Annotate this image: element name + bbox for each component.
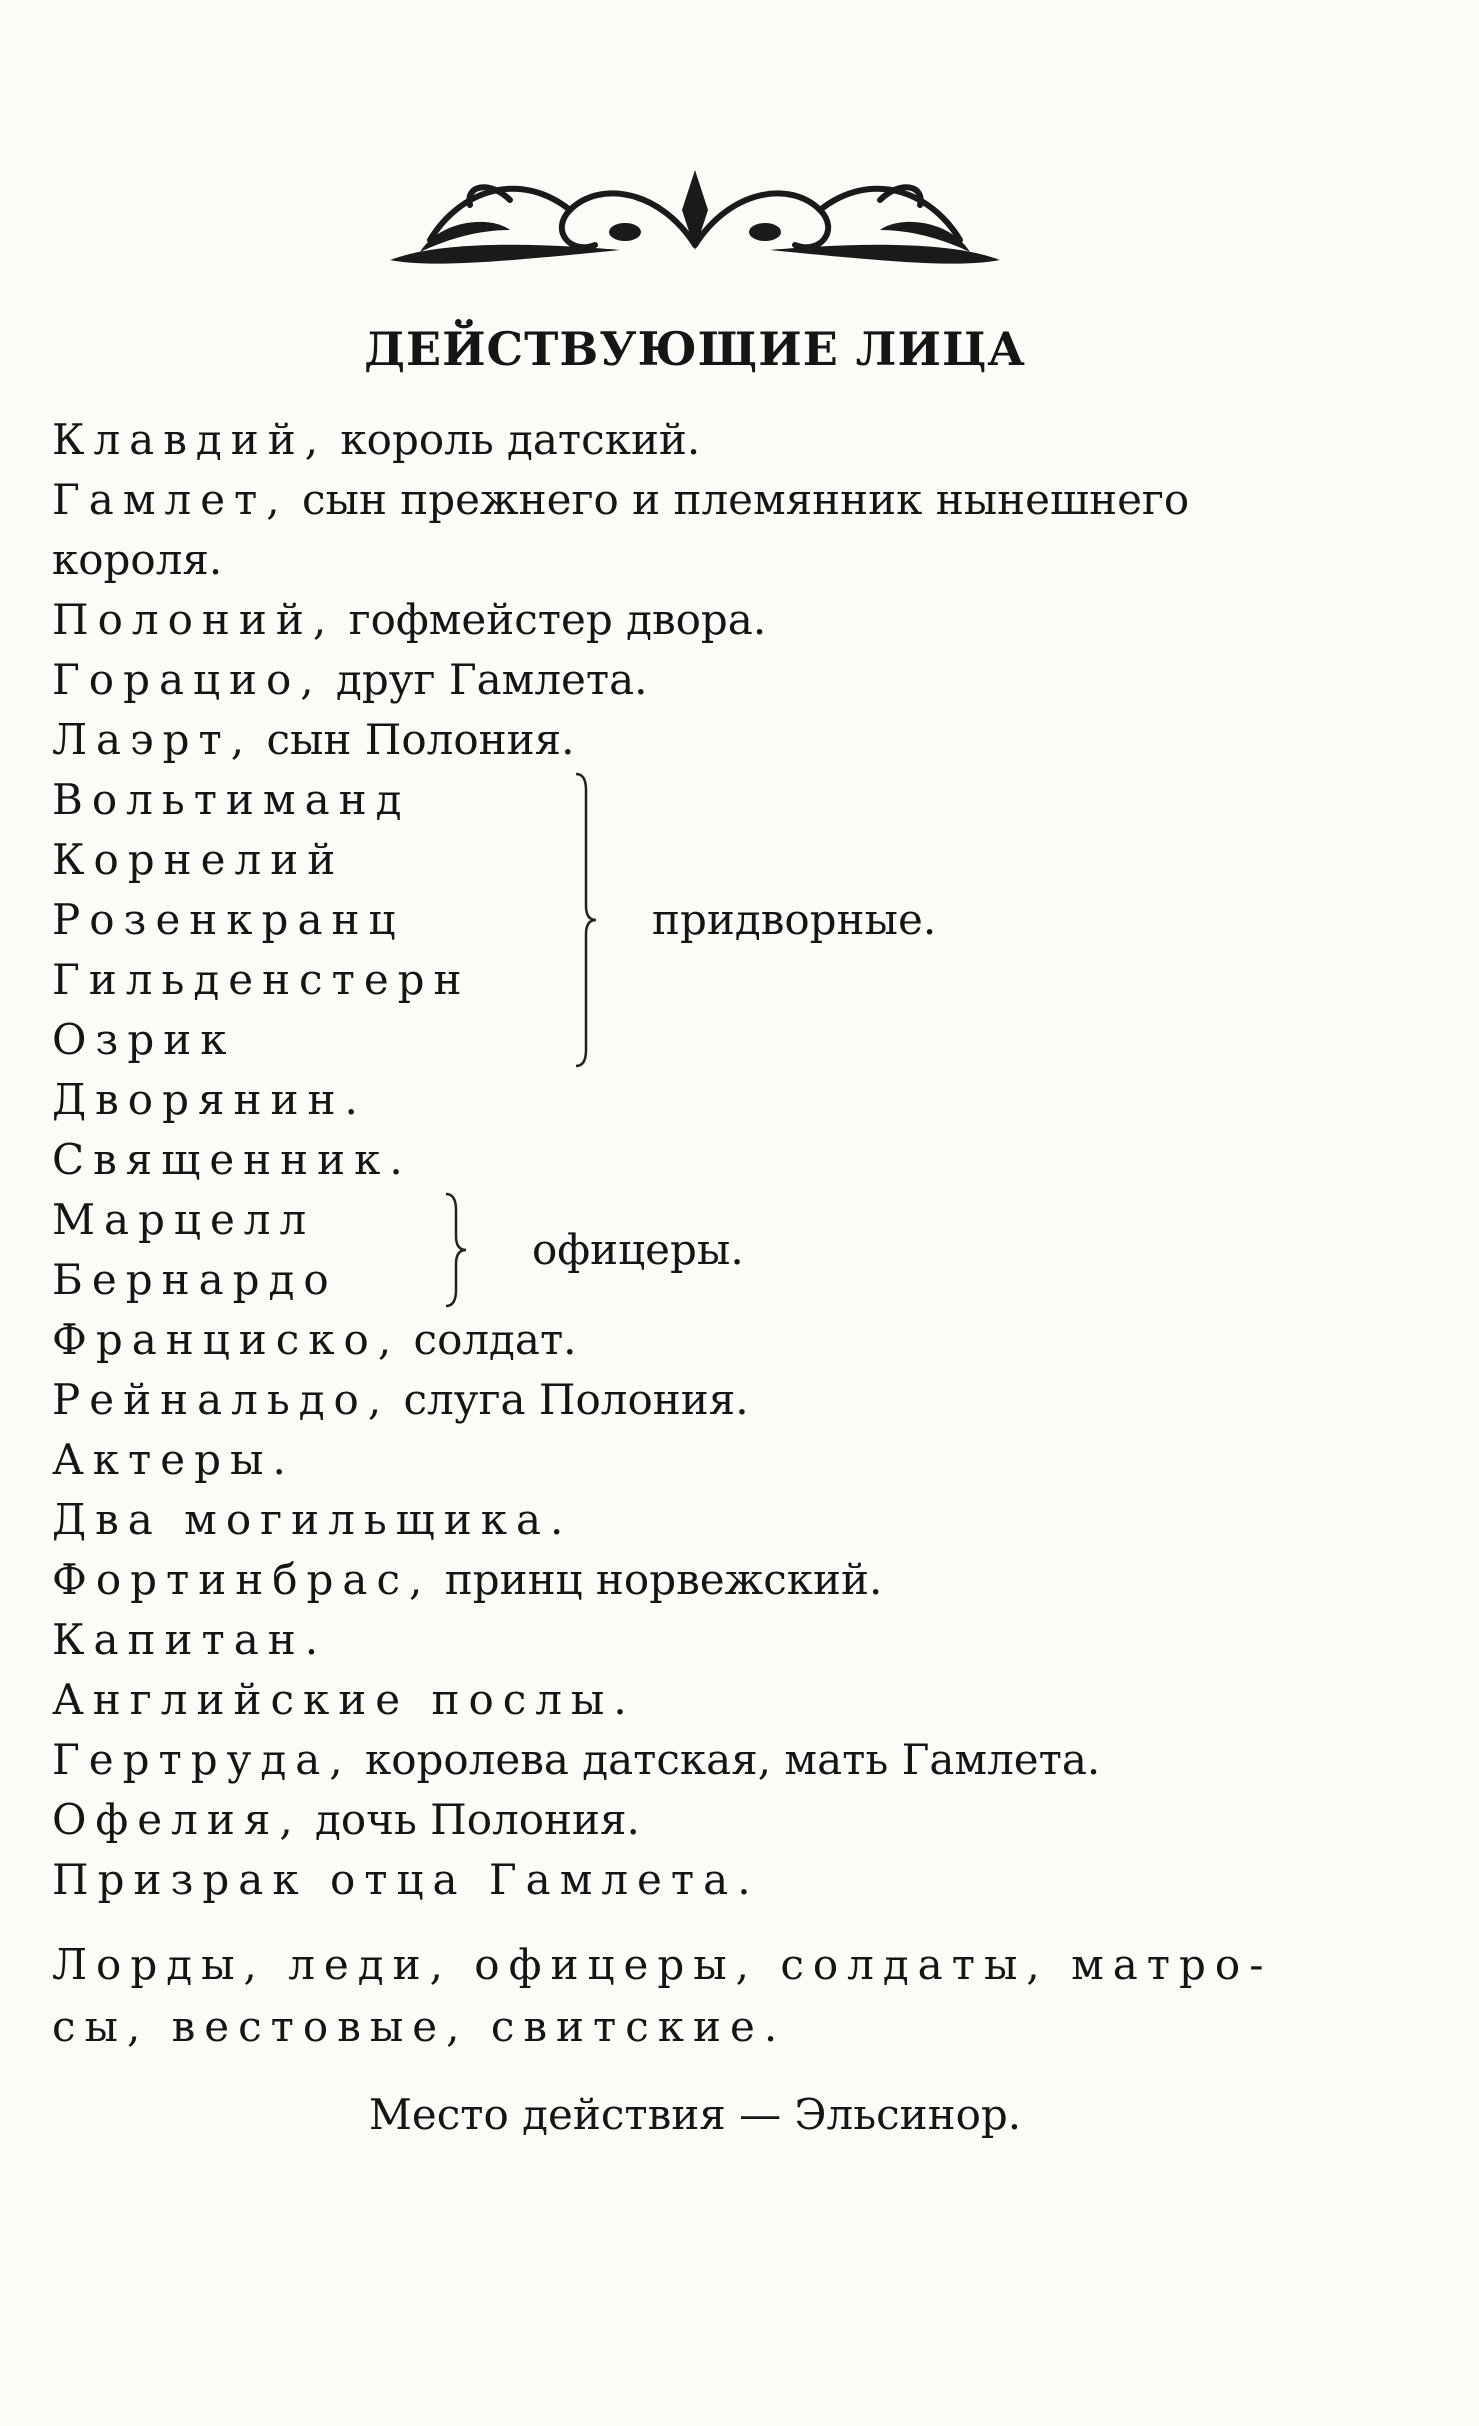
character-name: Лаэрт, bbox=[52, 715, 254, 764]
character-line bbox=[52, 1130, 1382, 1190]
right-brace-icon bbox=[442, 1190, 472, 1310]
character-name: Полоний, bbox=[52, 595, 336, 644]
character-line bbox=[52, 1790, 1382, 1850]
character-name: Актеры. bbox=[52, 1435, 295, 1484]
character-name: Вольтиманд bbox=[52, 775, 411, 824]
character-name: Фортинбрас, bbox=[52, 1555, 432, 1604]
character-line bbox=[52, 1670, 1382, 1730]
character-description: принц норвежский. bbox=[431, 1555, 883, 1604]
character-name: Капитан. bbox=[52, 1615, 328, 1664]
character-description: королева датская, мать Гамлета. bbox=[351, 1735, 1101, 1784]
character-description: сын прежнего и племянник нынешнего bbox=[288, 475, 1190, 524]
character-name: Горацио, bbox=[52, 655, 323, 704]
extras-line: Лорды, леди, офицеры, солдаты, матро- bbox=[52, 1940, 1273, 1989]
officers-group bbox=[52, 1190, 1382, 1310]
character-name: Розенкранц bbox=[52, 895, 405, 944]
character-description: король датский. bbox=[327, 415, 701, 464]
character-description: друг Гамлета. bbox=[322, 655, 648, 704]
character-description: слуга Полония. bbox=[390, 1375, 749, 1424]
character-line bbox=[52, 1370, 1382, 1430]
character-name: Священник. bbox=[52, 1135, 412, 1184]
character-name: Франциско, bbox=[52, 1315, 401, 1364]
character-description: дочь Полония. bbox=[301, 1795, 640, 1844]
character-description: гофмейстер двора. bbox=[335, 595, 767, 644]
extras-paragraph bbox=[52, 1934, 1382, 2058]
character-name: Корнелий bbox=[52, 835, 345, 884]
character-description: сын Полония. bbox=[253, 715, 575, 764]
character-line bbox=[52, 1610, 1382, 1670]
character-line bbox=[52, 1550, 1382, 1610]
character-line bbox=[52, 1430, 1382, 1490]
character-name: Озрик bbox=[52, 1015, 236, 1064]
character-list bbox=[52, 410, 1382, 2058]
character-name: Гертруда, bbox=[52, 1735, 352, 1784]
character-line bbox=[52, 710, 1382, 770]
character-line bbox=[52, 410, 1382, 470]
right-brace-icon bbox=[572, 770, 602, 1070]
character-line bbox=[52, 1850, 1382, 1910]
character-description: короля. bbox=[52, 535, 223, 584]
character-name: Клавдий, bbox=[52, 415, 328, 464]
character-line bbox=[52, 470, 1382, 530]
character-line bbox=[52, 1490, 1382, 1550]
character-description: солдат. bbox=[400, 1315, 577, 1364]
character-name: Гамлет, bbox=[52, 475, 289, 524]
courtiers-label: придворные. bbox=[652, 895, 937, 944]
character-line bbox=[52, 1310, 1382, 1370]
character-line bbox=[52, 1070, 1382, 1130]
extras-line: сы, вестовые, свитские. bbox=[52, 2002, 787, 2051]
character-name: Два могильщика. bbox=[52, 1495, 573, 1544]
character-name: Дворянин. bbox=[52, 1075, 367, 1124]
character-line bbox=[52, 1730, 1382, 1790]
character-line bbox=[52, 650, 1382, 710]
decorative-ornament-icon bbox=[370, 150, 1020, 280]
character-name: Английские послы. bbox=[52, 1675, 636, 1724]
character-name: Офелия, bbox=[52, 1795, 302, 1844]
character-name: Бернардо bbox=[52, 1255, 338, 1304]
character-name: Рейнальдо, bbox=[52, 1375, 391, 1424]
character-name: Призрак отца Гамлета. bbox=[52, 1855, 760, 1904]
courtiers-group bbox=[52, 770, 1382, 1070]
setting-line: Место действия — Эльсинор. bbox=[368, 2090, 1022, 2139]
character-name: Гильденстерн bbox=[52, 955, 471, 1004]
character-name: Марцелл bbox=[52, 1195, 316, 1244]
page-title: ДЕЙСТВУЮЩИЕ ЛИЦА bbox=[364, 322, 1026, 376]
officers-label: офицеры. bbox=[532, 1225, 744, 1274]
character-line bbox=[52, 590, 1382, 650]
character-line bbox=[52, 530, 1382, 590]
